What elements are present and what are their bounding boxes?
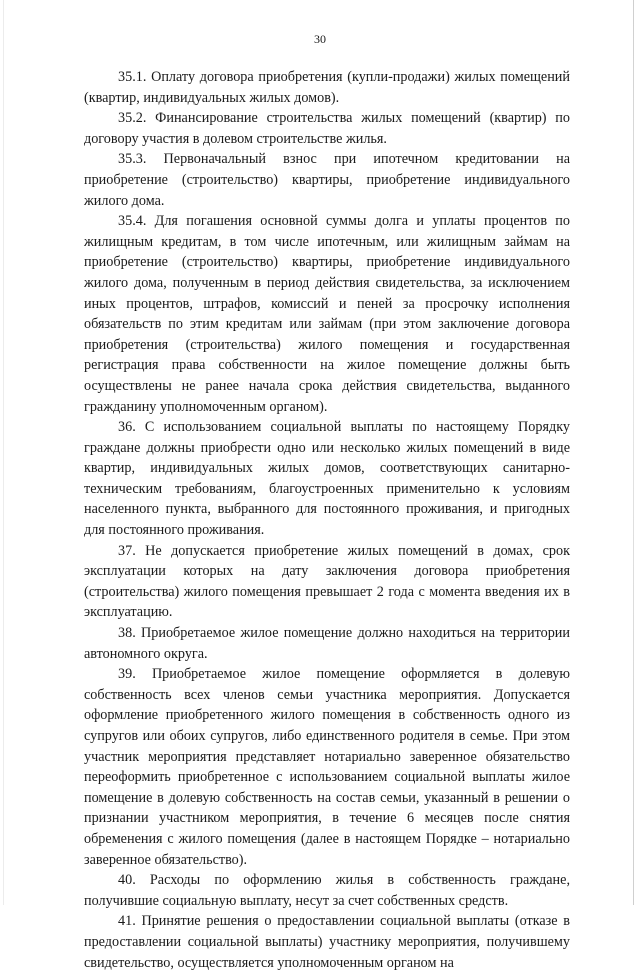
paragraph-35-2: 35.2. Финансирование строительства жилых помещений (квартир) по договору участия в долевом строительстве жилья. bbox=[84, 110, 570, 147]
paragraph-38: 38. Приобретаемое жилое помещение должно находиться на территории автономного округа. bbox=[84, 625, 570, 662]
scan-edge-right bbox=[633, 0, 634, 905]
page-number: 30 bbox=[314, 32, 326, 46]
paragraph-37: 37. Не допускается приобретение жилых помещений в домах, срок эксплуатации которых на дату заключения договора приобретения (строительства) жилого помещения превышает 2 года с момента введения их в эксплуатацию. bbox=[84, 542, 570, 621]
paragraph-35-4: 35.4. Для погашения основной суммы долга и уплаты процентов по жилищным кредитам, в том числе ипотечным, или жилищным займам на приобретение (строительство) квартиры, приобретение индивидуального жилого дома, полученным в период действия свидетельства, за исключением иных процентов, штрафов, комиссий и пеней за просрочку исполнения обязательств по этим кредитам или займам (при этом заключение договора приобретения (строительства) жилого помещения и государственная регистрация права собственности на жилое помещение должны быть осуществлены не ранее начала срока действия свидетельства, выданного гражданину уполномоченным органом). bbox=[84, 213, 570, 415]
paragraph-36: 36. С использованием социальной выплаты по настоящему Порядку граждане должны приобрести одно или несколько жилых помещений в виде квартир, индивидуальных жилых домов, соответствующих санитарно-техническим требованиям, благоустроенных применительно к условиям населенного пункта, выбранного для постоянного проживания, и пригодных для постоянного проживания. bbox=[84, 419, 570, 539]
scan-edge-left bbox=[3, 0, 4, 905]
document-body bbox=[84, 67, 570, 973]
paragraph-35-3: 35.3. Первоначальный взнос при ипотечном кредитовании на приобретение (строительство) квартиры, приобретение индивидуального жилого дома. bbox=[84, 151, 570, 209]
paragraph-40: 40. Расходы по оформлению жилья в собственность граждане, получившие социальную выплату, несут за счет собственных средств. bbox=[84, 872, 570, 909]
paragraph-35-1: 35.1. Оплату договора приобретения (купли-продажи) жилых помещений (квартир, индивидуальных жилых домов). bbox=[84, 69, 570, 106]
paragraph-41: 41. Принятие решения о предоставлении социальной выплаты (отказе в предоставлении социальной выплаты) участнику мероприятия, получившему свидетельство, осуществляется уполномоченным органом на bbox=[84, 913, 570, 971]
paragraph-39: 39. Приобретаемое жилое помещение оформляется в долевую собственность всех членов семьи участника мероприятия. Допускается оформление приобретенного жилого помещения в собственность одного из супругов или обоих супругов, либо единственного родителя в семье. При этом участник мероприятия представляет нотариально заверенное обязательство переоформить приобретенное с использованием социальной выплаты жилое помещение в долевую собственность на состав семьи, указанный в решении о признании участником мероприятия, в течение 6 месяцев после снятия обременения с жилого помещения (далее в настоящем Порядке – нотариально заверенное обязательство). bbox=[84, 666, 570, 868]
